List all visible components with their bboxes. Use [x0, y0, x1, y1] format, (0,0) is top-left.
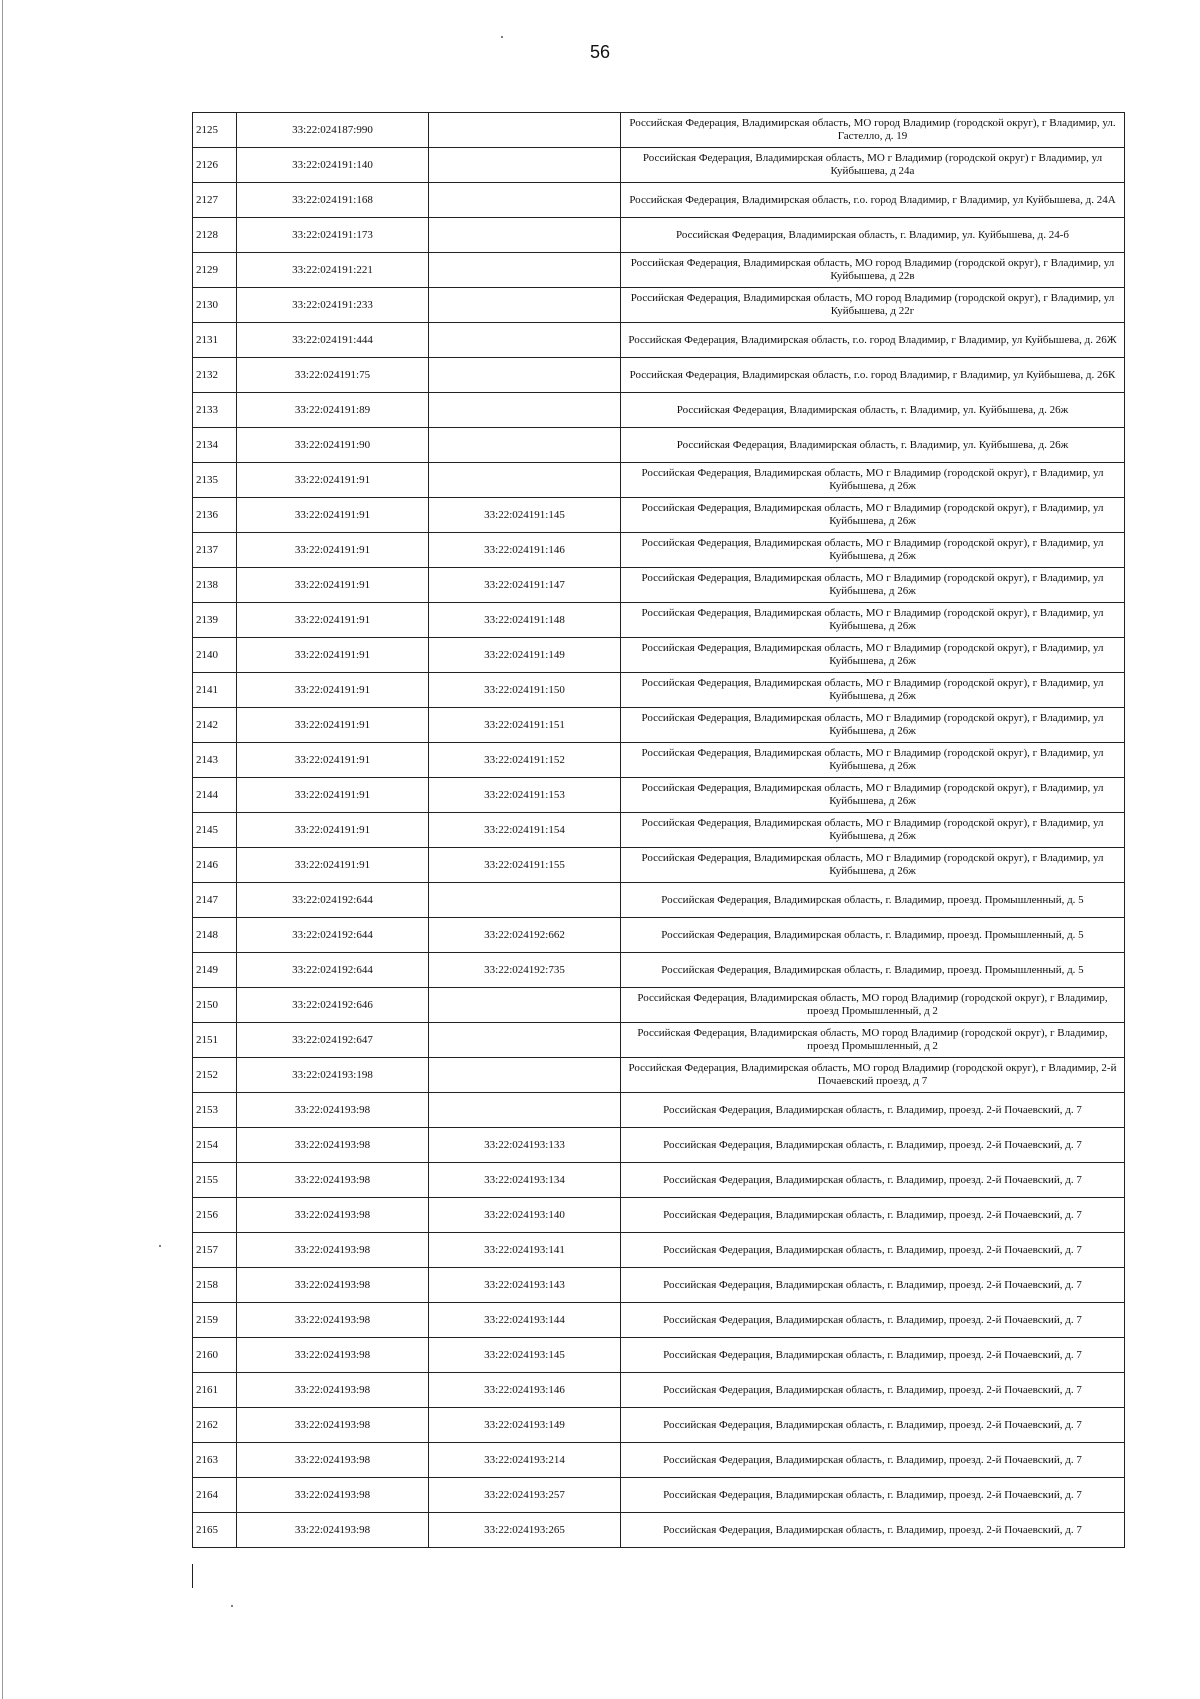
row-number-cell: 2134	[193, 428, 237, 463]
address-cell: Российская Федерация, Владимирская область, МО г Владимир (городской округ), г Владимир, ул Куйбышева, д 26ж	[621, 568, 1125, 603]
table-row	[193, 1338, 1125, 1373]
cadastral-number-cell: 33:22:024191:91	[237, 708, 429, 743]
row-number-cell: 2126	[193, 148, 237, 183]
address-cell: Российская Федерация, Владимирская область, МО город Владимир (городской округ), г Владимир, ул Куйбышева, д 22в	[621, 253, 1125, 288]
row-number-cell: 2150	[193, 988, 237, 1023]
address-cell: Российская Федерация, Владимирская область, МО г Владимир (городской округ), г Владимир, ул Куйбышева, д 26ж	[621, 533, 1125, 568]
registry-table	[192, 112, 1125, 1548]
scan-edge-line	[2, 0, 3, 1699]
row-number-cell: 2159	[193, 1303, 237, 1338]
table-row	[193, 708, 1125, 743]
table-row	[193, 568, 1125, 603]
address-cell: Российская Федерация, Владимирская область, МО г Владимир (городской округ), г Владимир, ул Куйбышева, д 26ж	[621, 813, 1125, 848]
cadastral-number-cell: 33:22:024193:98	[237, 1408, 429, 1443]
sub-cadastral-number-cell	[429, 428, 621, 463]
table-row	[193, 918, 1125, 953]
sub-cadastral-number-cell: 33:22:024193:149	[429, 1408, 621, 1443]
table-row	[193, 183, 1125, 218]
address-cell: Российская Федерация, Владимирская область, МО город Владимир (городской округ), г Владимир, ул Куйбышева, д 22г	[621, 288, 1125, 323]
row-number-cell: 2153	[193, 1093, 237, 1128]
row-number-cell: 2155	[193, 1163, 237, 1198]
scan-speck	[159, 1245, 161, 1247]
row-number-cell: 2165	[193, 1513, 237, 1548]
cadastral-number-cell: 33:22:024191:233	[237, 288, 429, 323]
address-cell: Российская Федерация, Владимирская область, г.о. город Владимир, г Владимир, ул Куйбышева, д. 26Ж	[621, 323, 1125, 358]
scan-speck	[231, 1605, 233, 1607]
table-row	[193, 1128, 1125, 1163]
cadastral-number-cell: 33:22:024193:98	[237, 1233, 429, 1268]
table-row	[193, 1163, 1125, 1198]
address-cell: Российская Федерация, Владимирская область, МО г Владимир (городской округ), г Владимир, ул Куйбышева, д 26ж	[621, 708, 1125, 743]
table-row	[193, 253, 1125, 288]
sub-cadastral-number-cell	[429, 1093, 621, 1128]
row-number-cell: 2154	[193, 1128, 237, 1163]
address-cell: Российская Федерация, Владимирская область, г. Владимир, проезд. 2-й Почаевский, д. 7	[621, 1303, 1125, 1338]
table-row	[193, 288, 1125, 323]
sub-cadastral-number-cell: 33:22:024191:152	[429, 743, 621, 778]
row-number-cell: 2130	[193, 288, 237, 323]
cadastral-number-cell: 33:22:024191:168	[237, 183, 429, 218]
address-cell: Российская Федерация, Владимирская область, г. Владимир, проезд. 2-й Почаевский, д. 7	[621, 1443, 1125, 1478]
cadastral-number-cell: 33:22:024191:90	[237, 428, 429, 463]
sub-cadastral-number-cell: 33:22:024193:133	[429, 1128, 621, 1163]
sub-cadastral-number-cell: 33:22:024193:134	[429, 1163, 621, 1198]
table-row	[193, 463, 1125, 498]
address-cell: Российская Федерация, Владимирская область, г. Владимир, проезд. 2-й Почаевский, д. 7	[621, 1128, 1125, 1163]
table-row	[193, 1478, 1125, 1513]
sub-cadastral-number-cell: 33:22:024191:150	[429, 673, 621, 708]
table-row	[193, 1093, 1125, 1128]
sub-cadastral-number-cell: 33:22:024193:140	[429, 1198, 621, 1233]
table-row	[193, 988, 1125, 1023]
sub-cadastral-number-cell	[429, 218, 621, 253]
table-row	[193, 113, 1125, 148]
table-row	[193, 1513, 1125, 1548]
table-row	[193, 1023, 1125, 1058]
row-number-cell: 2136	[193, 498, 237, 533]
row-number-cell: 2125	[193, 113, 237, 148]
row-number-cell: 2131	[193, 323, 237, 358]
sub-cadastral-number-cell	[429, 148, 621, 183]
cadastral-number-cell: 33:22:024191:91	[237, 603, 429, 638]
row-number-cell: 2127	[193, 183, 237, 218]
sub-cadastral-number-cell: 33:22:024193:214	[429, 1443, 621, 1478]
sub-cadastral-number-cell	[429, 358, 621, 393]
cadastral-number-cell: 33:22:024191:91	[237, 568, 429, 603]
table-row	[193, 883, 1125, 918]
table-row	[193, 1373, 1125, 1408]
address-cell: Российская Федерация, Владимирская область, г. Владимир, проезд. Промышленный, д. 5	[621, 953, 1125, 988]
row-number-cell: 2149	[193, 953, 237, 988]
address-cell: Российская Федерация, Владимирская область, г. Владимир, ул. Куйбышева, д. 26ж	[621, 428, 1125, 463]
cadastral-number-cell: 33:22:024191:91	[237, 743, 429, 778]
cadastral-number-cell: 33:22:024191:75	[237, 358, 429, 393]
table-bottom-edge	[192, 1564, 231, 1588]
sub-cadastral-number-cell: 33:22:024193:141	[429, 1233, 621, 1268]
row-number-cell: 2161	[193, 1373, 237, 1408]
sub-cadastral-number-cell: 33:22:024191:154	[429, 813, 621, 848]
address-cell: Российская Федерация, Владимирская область, МО город Владимир (городской округ), г Владимир, ул. Гастелло, д. 19	[621, 113, 1125, 148]
row-number-cell: 2140	[193, 638, 237, 673]
table-row	[193, 393, 1125, 428]
table-row	[193, 1233, 1125, 1268]
sub-cadastral-number-cell	[429, 323, 621, 358]
table-row	[193, 498, 1125, 533]
cadastral-number-cell: 33:22:024193:98	[237, 1268, 429, 1303]
sub-cadastral-number-cell	[429, 183, 621, 218]
table-row	[193, 743, 1125, 778]
table-row	[193, 1198, 1125, 1233]
address-cell: Российская Федерация, Владимирская область, МО г Владимир (городской округ), г Владимир, ул Куйбышева, д 26ж	[621, 778, 1125, 813]
cadastral-number-cell: 33:22:024187:990	[237, 113, 429, 148]
address-cell: Российская Федерация, Владимирская область, г. Владимир, проезд. 2-й Почаевский, д. 7	[621, 1093, 1125, 1128]
sub-cadastral-number-cell: 33:22:024191:153	[429, 778, 621, 813]
address-cell: Российская Федерация, Владимирская область, г. Владимир, проезд. 2-й Почаевский, д. 7	[621, 1198, 1125, 1233]
cadastral-number-cell: 33:22:024191:173	[237, 218, 429, 253]
address-cell: Российская Федерация, Владимирская область, г. Владимир, проезд. 2-й Почаевский, д. 7	[621, 1163, 1125, 1198]
address-cell: Российская Федерация, Владимирская область, г. Владимир, проезд. Промышленный, д. 5	[621, 918, 1125, 953]
cadastral-number-cell: 33:22:024193:98	[237, 1163, 429, 1198]
address-cell: Российская Федерация, Владимирская область, МО г Владимир (городской округ), г Владимир, ул Куйбышева, д 26ж	[621, 463, 1125, 498]
sub-cadastral-number-cell: 33:22:024191:147	[429, 568, 621, 603]
row-number-cell: 2139	[193, 603, 237, 638]
table-row	[193, 953, 1125, 988]
address-cell: Российская Федерация, Владимирская область, г.о. город Владимир, г Владимир, ул Куйбышева, д. 24А	[621, 183, 1125, 218]
table-row	[193, 358, 1125, 393]
address-cell: Российская Федерация, Владимирская область, МО г Владимир (городской округ) г Владимир, ул Куйбышева, д 24а	[621, 148, 1125, 183]
address-cell: Российская Федерация, Владимирская область, г. Владимир, проезд. 2-й Почаевский, д. 7	[621, 1408, 1125, 1443]
address-cell: Российская Федерация, Владимирская область, г. Владимир, ул. Куйбышева, д. 24-б	[621, 218, 1125, 253]
sub-cadastral-number-cell	[429, 988, 621, 1023]
row-number-cell: 2142	[193, 708, 237, 743]
address-cell: Российская Федерация, Владимирская область, МО г Владимир (городской округ), г Владимир, ул Куйбышева, д 26ж	[621, 638, 1125, 673]
cadastral-number-cell: 33:22:024193:98	[237, 1338, 429, 1373]
cadastral-number-cell: 33:22:024191:91	[237, 813, 429, 848]
cadastral-number-cell: 33:22:024193:98	[237, 1513, 429, 1548]
cadastral-number-cell: 33:22:024191:91	[237, 778, 429, 813]
cadastral-number-cell: 33:22:024191:91	[237, 533, 429, 568]
row-number-cell: 2146	[193, 848, 237, 883]
table-row	[193, 533, 1125, 568]
cadastral-number-cell: 33:22:024192:647	[237, 1023, 429, 1058]
sub-cadastral-number-cell	[429, 113, 621, 148]
row-number-cell: 2128	[193, 218, 237, 253]
table-row	[193, 1268, 1125, 1303]
table-row	[193, 848, 1125, 883]
address-cell: Российская Федерация, Владимирская область, МО г Владимир (городской округ), г Владимир, ул Куйбышева, д 26ж	[621, 498, 1125, 533]
table-row	[193, 603, 1125, 638]
sub-cadastral-number-cell: 33:22:024191:148	[429, 603, 621, 638]
address-cell: Российская Федерация, Владимирская область, г. Владимир, проезд. 2-й Почаевский, д. 7	[621, 1268, 1125, 1303]
table-row	[193, 323, 1125, 358]
row-number-cell: 2147	[193, 883, 237, 918]
table-row	[193, 1058, 1125, 1093]
row-number-cell: 2151	[193, 1023, 237, 1058]
cadastral-number-cell: 33:22:024192:644	[237, 918, 429, 953]
row-number-cell: 2152	[193, 1058, 237, 1093]
sub-cadastral-number-cell: 33:22:024191:151	[429, 708, 621, 743]
row-number-cell: 2158	[193, 1268, 237, 1303]
sub-cadastral-number-cell: 33:22:024191:145	[429, 498, 621, 533]
table-row	[193, 428, 1125, 463]
sub-cadastral-number-cell: 33:22:024192:735	[429, 953, 621, 988]
sub-cadastral-number-cell: 33:22:024193:144	[429, 1303, 621, 1338]
cadastral-number-cell: 33:22:024193:98	[237, 1443, 429, 1478]
row-number-cell: 2133	[193, 393, 237, 428]
table-row	[193, 1303, 1125, 1338]
scan-speck	[501, 36, 503, 38]
cadastral-number-cell: 33:22:024193:98	[237, 1373, 429, 1408]
address-cell: Российская Федерация, Владимирская область, г.о. город Владимир, г Владимир, ул Куйбышева, д. 26К	[621, 358, 1125, 393]
cadastral-number-cell: 33:22:024193:98	[237, 1128, 429, 1163]
sub-cadastral-number-cell: 33:22:024193:265	[429, 1513, 621, 1548]
address-cell: Российская Федерация, Владимирская область, г. Владимир, проезд. 2-й Почаевский, д. 7	[621, 1513, 1125, 1548]
sub-cadastral-number-cell: 33:22:024191:149	[429, 638, 621, 673]
address-cell: Российская Федерация, Владимирская область, МО город Владимир (городской округ), г Владимир, проезд Промышленный, д 2	[621, 988, 1125, 1023]
address-cell: Российская Федерация, Владимирская область, г. Владимир, проезд. 2-й Почаевский, д. 7	[621, 1338, 1125, 1373]
row-number-cell: 2132	[193, 358, 237, 393]
table-row	[193, 148, 1125, 183]
registry-table-body	[193, 113, 1125, 1548]
address-cell: Российская Федерация, Владимирская область, г. Владимир, проезд. 2-й Почаевский, д. 7	[621, 1233, 1125, 1268]
row-number-cell: 2148	[193, 918, 237, 953]
sub-cadastral-number-cell	[429, 1058, 621, 1093]
row-number-cell: 2143	[193, 743, 237, 778]
table-row	[193, 638, 1125, 673]
sub-cadastral-number-cell: 33:22:024193:143	[429, 1268, 621, 1303]
address-cell: Российская Федерация, Владимирская область, МО г Владимир (городской округ), г Владимир, ул Куйбышева, д 26ж	[621, 603, 1125, 638]
row-number-cell: 2157	[193, 1233, 237, 1268]
row-number-cell: 2135	[193, 463, 237, 498]
cadastral-number-cell: 33:22:024191:140	[237, 148, 429, 183]
sub-cadastral-number-cell: 33:22:024193:146	[429, 1373, 621, 1408]
cadastral-number-cell: 33:22:024191:221	[237, 253, 429, 288]
cadastral-number-cell: 33:22:024193:98	[237, 1198, 429, 1233]
row-number-cell: 2164	[193, 1478, 237, 1513]
cadastral-number-cell: 33:22:024191:91	[237, 673, 429, 708]
row-number-cell: 2156	[193, 1198, 237, 1233]
cadastral-number-cell: 33:22:024191:91	[237, 463, 429, 498]
cadastral-number-cell: 33:22:024191:91	[237, 498, 429, 533]
row-number-cell: 2137	[193, 533, 237, 568]
cadastral-number-cell: 33:22:024191:444	[237, 323, 429, 358]
cadastral-number-cell: 33:22:024193:98	[237, 1303, 429, 1338]
cadastral-number-cell: 33:22:024192:644	[237, 883, 429, 918]
sub-cadastral-number-cell	[429, 463, 621, 498]
sub-cadastral-number-cell: 33:22:024191:155	[429, 848, 621, 883]
address-cell: Российская Федерация, Владимирская область, МО город Владимир (городской округ), г Владимир, 2-й Почаевский проезд, д 7	[621, 1058, 1125, 1093]
cadastral-number-cell: 33:22:024193:98	[237, 1093, 429, 1128]
cadastral-number-cell: 33:22:024193:98	[237, 1478, 429, 1513]
address-cell: Российская Федерация, Владимирская область, г. Владимир, проезд. 2-й Почаевский, д. 7	[621, 1478, 1125, 1513]
address-cell: Российская Федерация, Владимирская область, г. Владимир, ул. Куйбышева, д. 26ж	[621, 393, 1125, 428]
row-number-cell: 2141	[193, 673, 237, 708]
sub-cadastral-number-cell	[429, 288, 621, 323]
row-number-cell: 2144	[193, 778, 237, 813]
page-number: 56	[589, 42, 611, 62]
address-cell: Российская Федерация, Владимирская область, МО г Владимир (городской округ), г Владимир, ул Куйбышева, д 26ж	[621, 673, 1125, 708]
cadastral-number-cell: 33:22:024191:91	[237, 848, 429, 883]
row-number-cell: 2163	[193, 1443, 237, 1478]
row-number-cell: 2138	[193, 568, 237, 603]
address-cell: Российская Федерация, Владимирская область, МО г Владимир (городской округ), г Владимир, ул Куйбышева, д 26ж	[621, 848, 1125, 883]
sub-cadastral-number-cell: 33:22:024193:257	[429, 1478, 621, 1513]
sub-cadastral-number-cell	[429, 883, 621, 918]
cadastral-number-cell: 33:22:024192:644	[237, 953, 429, 988]
sub-cadastral-number-cell: 33:22:024193:145	[429, 1338, 621, 1373]
table-row	[193, 1443, 1125, 1478]
row-number-cell: 2145	[193, 813, 237, 848]
table-row	[193, 673, 1125, 708]
cadastral-number-cell: 33:22:024192:646	[237, 988, 429, 1023]
address-cell: Российская Федерация, Владимирская область, МО город Владимир (городской округ), г Владимир, проезд Промышленный, д 2	[621, 1023, 1125, 1058]
row-number-cell: 2160	[193, 1338, 237, 1373]
cadastral-number-cell: 33:22:024191:89	[237, 393, 429, 428]
sub-cadastral-number-cell	[429, 1023, 621, 1058]
cadastral-number-cell: 33:22:024191:91	[237, 638, 429, 673]
table-row	[193, 1408, 1125, 1443]
table-row	[193, 813, 1125, 848]
sub-cadastral-number-cell: 33:22:024192:662	[429, 918, 621, 953]
table-row	[193, 778, 1125, 813]
cadastral-number-cell: 33:22:024193:198	[237, 1058, 429, 1093]
sub-cadastral-number-cell	[429, 393, 621, 428]
sub-cadastral-number-cell: 33:22:024191:146	[429, 533, 621, 568]
row-number-cell: 2129	[193, 253, 237, 288]
address-cell: Российская Федерация, Владимирская область, г. Владимир, проезд. Промышленный, д. 5	[621, 883, 1125, 918]
address-cell: Российская Федерация, Владимирская область, МО г Владимир (городской округ), г Владимир, ул Куйбышева, д 26ж	[621, 743, 1125, 778]
sub-cadastral-number-cell	[429, 253, 621, 288]
address-cell: Российская Федерация, Владимирская область, г. Владимир, проезд. 2-й Почаевский, д. 7	[621, 1373, 1125, 1408]
row-number-cell: 2162	[193, 1408, 237, 1443]
table-row	[193, 218, 1125, 253]
